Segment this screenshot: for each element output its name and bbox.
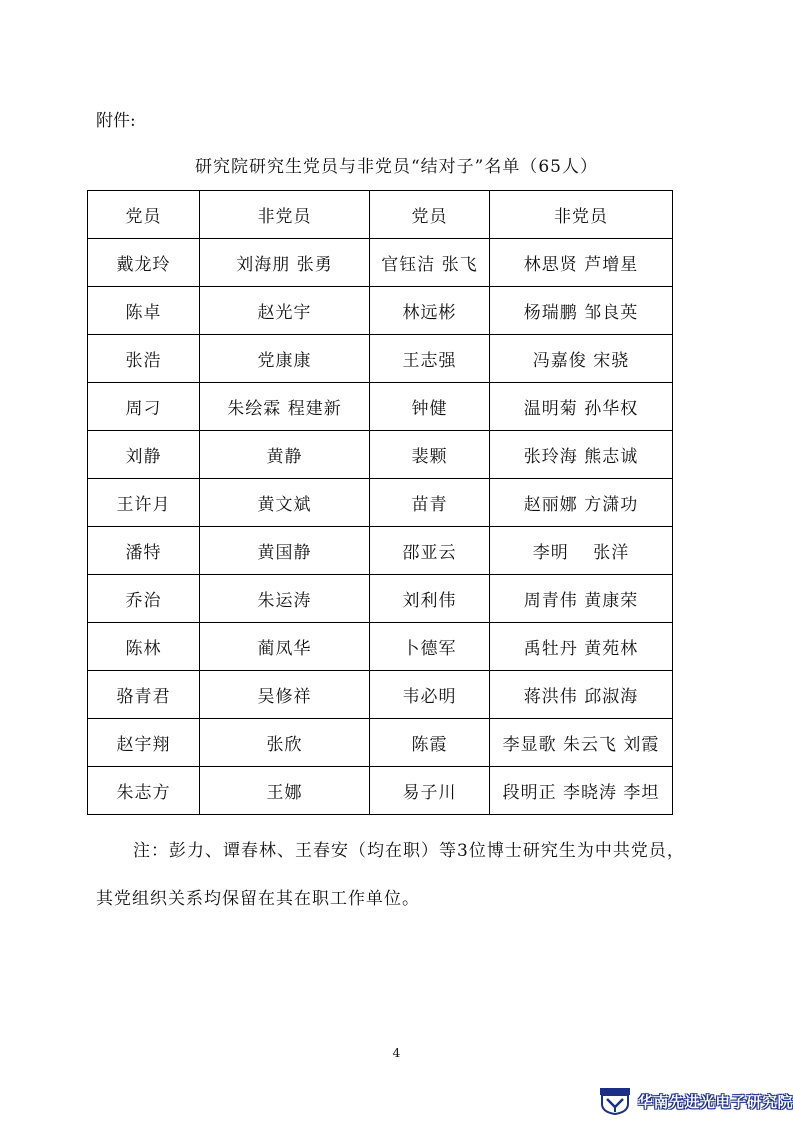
table-row [88, 239, 673, 287]
table-header-row [88, 191, 673, 239]
table-row [88, 335, 673, 383]
table-cell: 朱志方 [88, 767, 200, 815]
table-cell: 易子川 [370, 767, 490, 815]
table-row [88, 671, 673, 719]
table-cell: 李明 张洋 [490, 527, 673, 575]
note-line-1: 注：彭力、谭春林、王春安（均在职）等3位博士研究生为中共党员， [133, 841, 685, 861]
column-header: 非党员 [490, 191, 673, 239]
table-cell: 苗青 [370, 479, 490, 527]
table-cell: 杨瑞鹏 邹良英 [490, 287, 673, 335]
table-cell: 潘特 [88, 527, 200, 575]
footer-brand [598, 1087, 793, 1115]
table-cell: 温明菊 孙华权 [490, 383, 673, 431]
table-row [88, 287, 673, 335]
table-cell: 吴修祥 [200, 671, 370, 719]
table-row [88, 383, 673, 431]
table-row [88, 623, 673, 671]
table-cell: 朱运涛 [200, 575, 370, 623]
table-cell: 周刁 [88, 383, 200, 431]
table-cell: 刘海朋 张勇 [200, 239, 370, 287]
table-cell: 段明正 李晓涛 李坦 [490, 767, 673, 815]
table-cell: 张欣 [200, 719, 370, 767]
table-cell: 林远彬 [370, 287, 490, 335]
table-cell: 黄国静 [200, 527, 370, 575]
table-cell: 李显歌 朱云飞 刘霞 [490, 719, 673, 767]
table-row [88, 719, 673, 767]
table-cell: 陈林 [88, 623, 200, 671]
column-header: 党员 [88, 191, 200, 239]
column-header: 非党员 [200, 191, 370, 239]
table-body [88, 239, 673, 815]
column-header: 党员 [370, 191, 490, 239]
institute-logo-icon [598, 1087, 632, 1115]
table-row [88, 767, 673, 815]
table-cell: 黄文斌 [200, 479, 370, 527]
table-cell: 骆青君 [88, 671, 200, 719]
document-title: 研究院研究生党员与非党员“结对子”名单（65人） [194, 157, 598, 177]
table-cell: 王许月 [88, 479, 200, 527]
table-cell: 黄静 [200, 431, 370, 479]
table-cell: 刘静 [88, 431, 200, 479]
table-cell: 周青伟 黄康荣 [490, 575, 673, 623]
table-cell: 官钰洁 张飞 [370, 239, 490, 287]
table-cell: 赵丽娜 方潇功 [490, 479, 673, 527]
table-cell: 张浩 [88, 335, 200, 383]
table-cell: 朱绘霖 程建新 [200, 383, 370, 431]
table-cell: 陈霞 [370, 719, 490, 767]
table-cell: 蒋洪伟 邱淑海 [490, 671, 673, 719]
attachment-label: 附件: [96, 111, 136, 131]
table-cell: 党康康 [200, 335, 370, 383]
table-row [88, 479, 673, 527]
table-cell: 禹牡丹 黄苑林 [490, 623, 673, 671]
table-cell: 王志强 [370, 335, 490, 383]
table-cell: 钟健 [370, 383, 490, 431]
table-cell: 韦必明 [370, 671, 490, 719]
table-cell: 冯嘉俊 宋骁 [490, 335, 673, 383]
table-cell: 王娜 [200, 767, 370, 815]
page-number: 4 [392, 1046, 401, 1060]
table-cell: 陈卓 [88, 287, 200, 335]
table-cell: 裴颗 [370, 431, 490, 479]
table-cell: 邵亚云 [370, 527, 490, 575]
table-cell: 卜德军 [370, 623, 490, 671]
table-cell: 赵宇翔 [88, 719, 200, 767]
note-line-2: 其党组织关系均保留在其在职工作单位。 [96, 889, 420, 909]
table-cell: 蔺凤华 [200, 623, 370, 671]
table-cell: 赵光宇 [200, 287, 370, 335]
table-cell: 张玲海 熊志诚 [490, 431, 673, 479]
table-cell: 刘利伟 [370, 575, 490, 623]
table-row [88, 431, 673, 479]
table-row [88, 527, 673, 575]
table-cell: 戴龙玲 [88, 239, 200, 287]
table-row [88, 575, 673, 623]
pairing-table [87, 190, 673, 815]
table-cell: 乔治 [88, 575, 200, 623]
table-cell: 林思贤 芦增星 [490, 239, 673, 287]
institute-name: 华南先进光电子研究院 [638, 1092, 793, 1111]
